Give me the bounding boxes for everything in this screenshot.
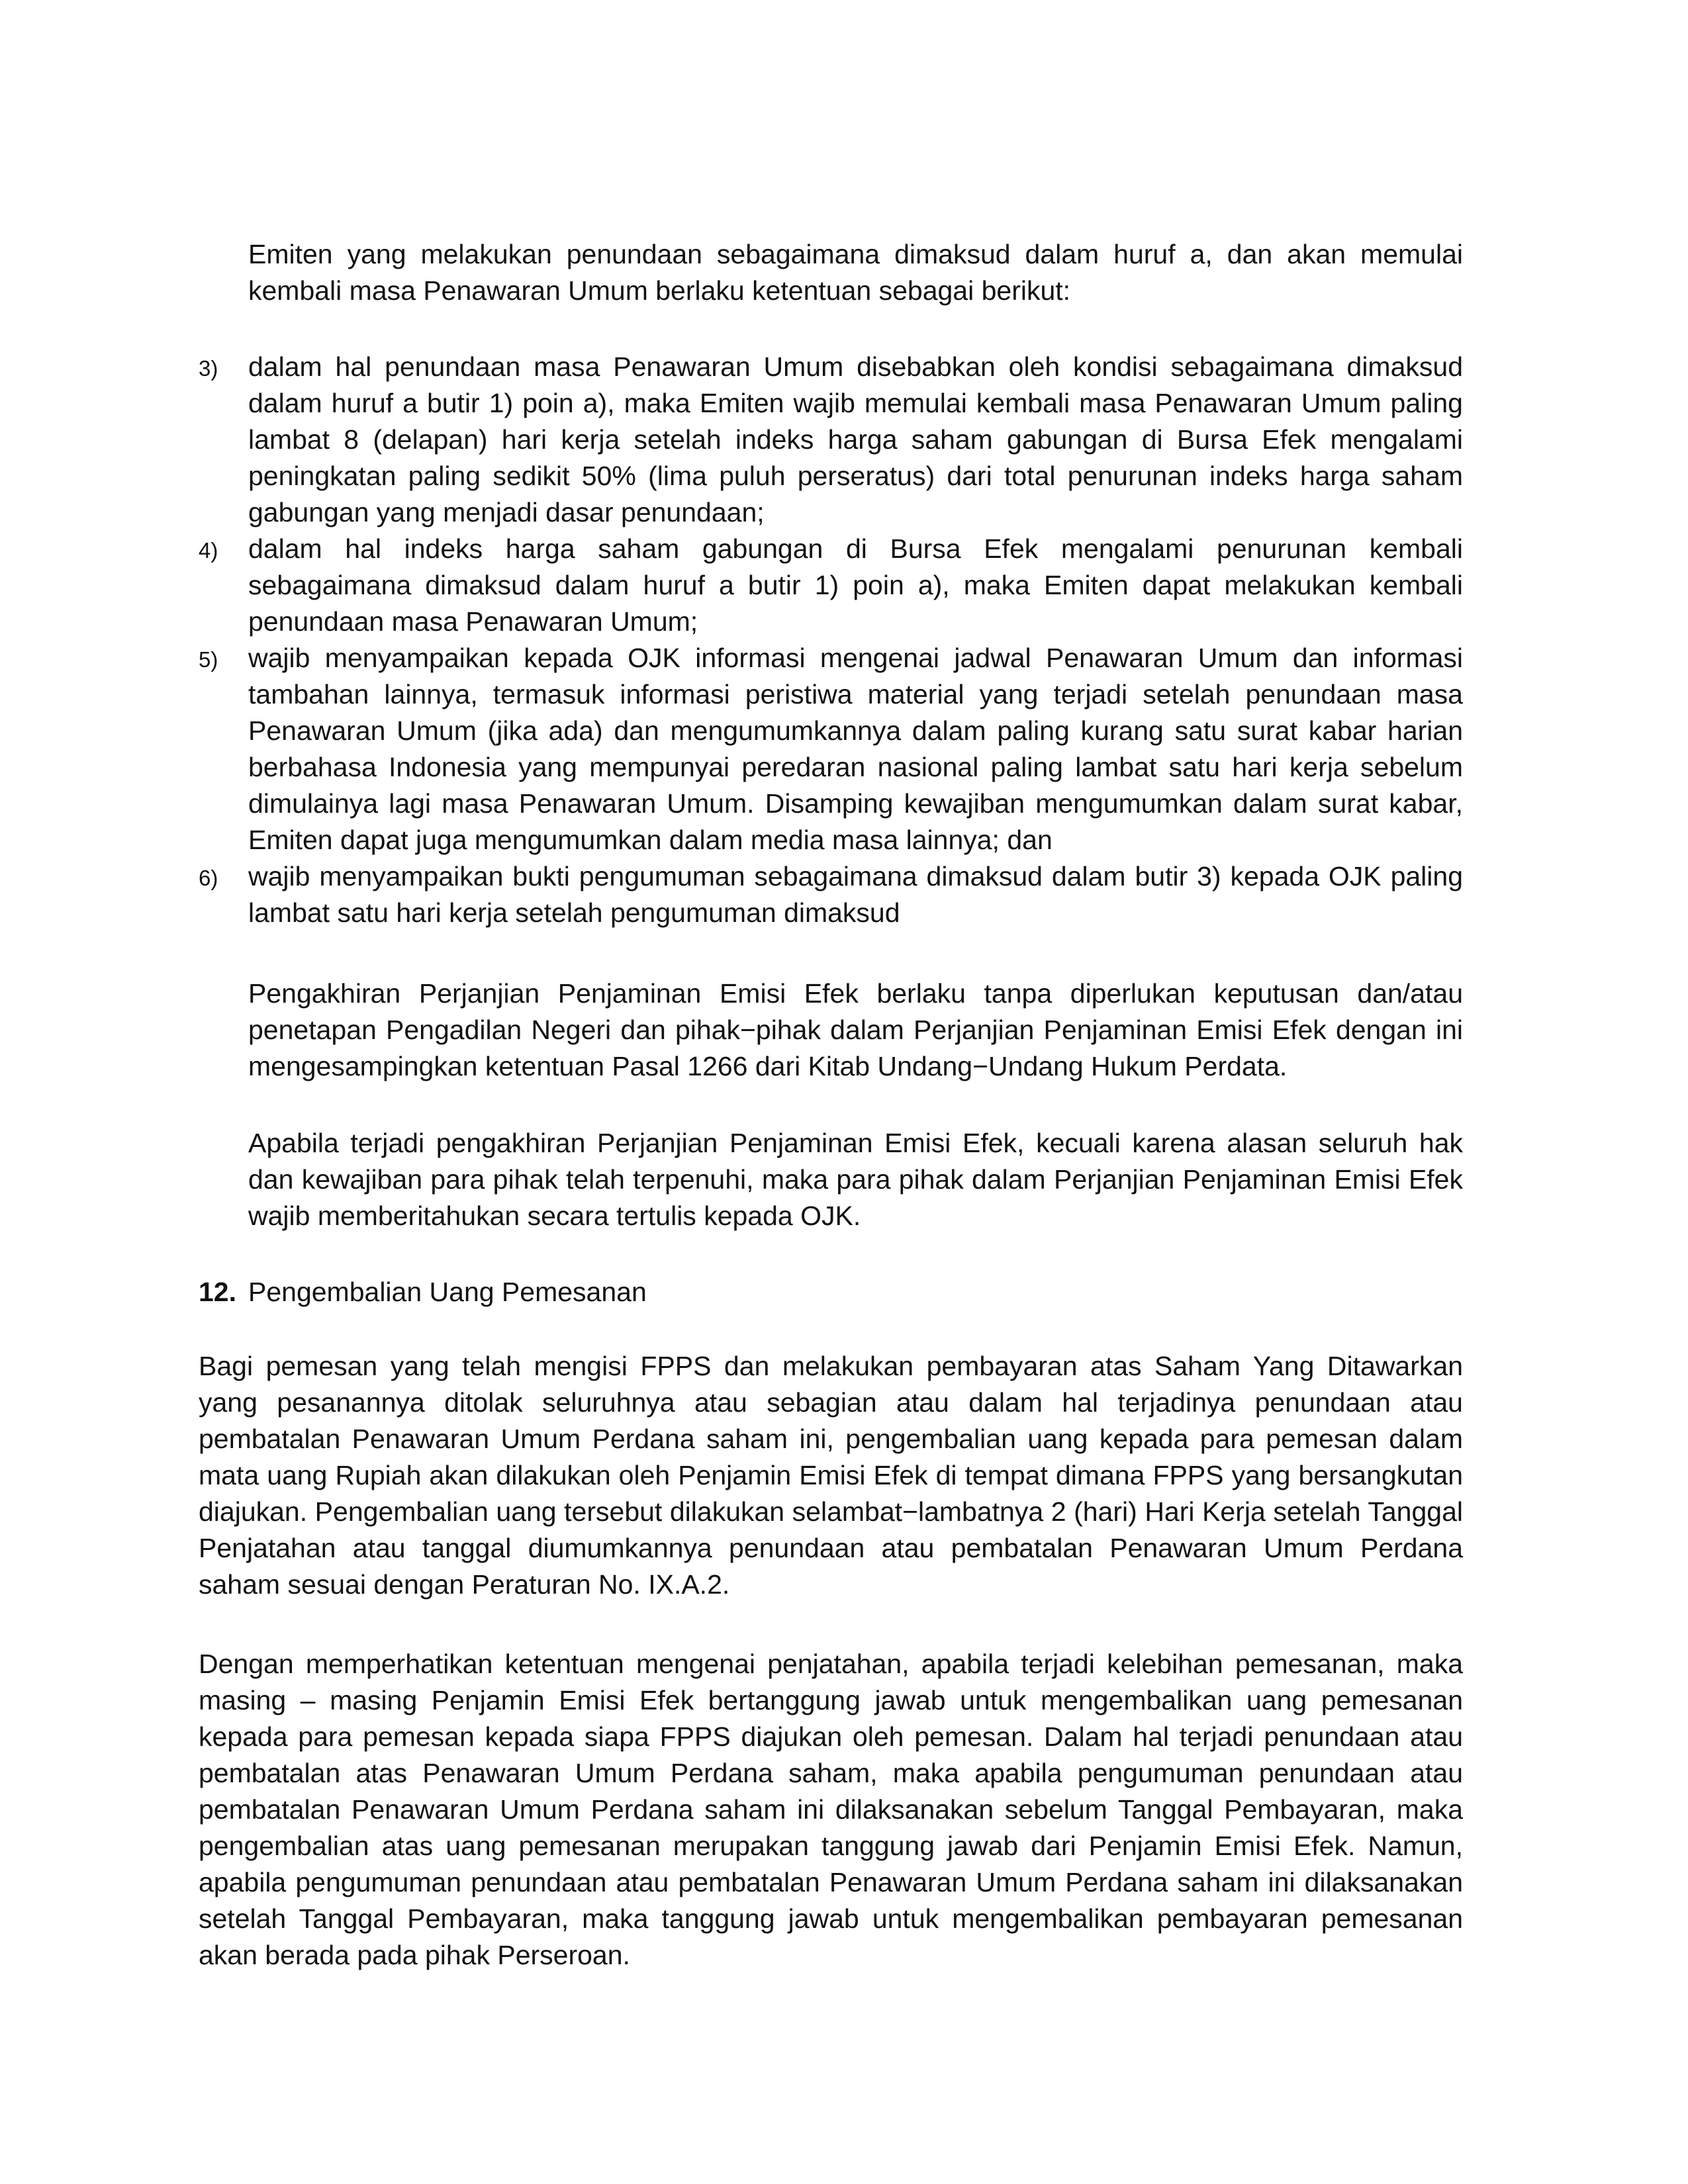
list-marker: 6) (199, 866, 218, 890)
list-marker: 4) (199, 538, 218, 563)
list-item (199, 858, 1463, 931)
list-item-text: wajib menyampaikan bukti pengumuman sebagaimana dimaksud dalam butir 3) kepada OJK paling lambat satu hari kerja setelah pengumuman dimaksud (248, 861, 1463, 928)
list-item (199, 349, 1463, 531)
termination-text: Pengakhiran Perjanjian Penjaminan Emisi Efek berlaku tanpa diperlukan keputusan dan/atau penetapan Pengadilan Negeri dan pihak−pihak dalam Perjanjian Penjaminan Emisi Efek dengan ini mengesampingkan ketentuan Pasal 1266 dari Kitab Undang−Undang Hukum Perdata. (248, 978, 1463, 1081)
list-item-text: dalam hal indeks harga saham gabungan di Bursa Efek mengalami penurunan kembali sebagaimana dimaksud dalam huruf a butir 1) poin a), maka Emiten dapat melakukan kembali penundaan masa Penawaran Umum; (248, 533, 1463, 637)
refund-text-1: Bagi pemesan yang telah mengisi FPPS dan melakukan pembayaran atas Saham Yang Ditawarkan yang pesanannya ditolak seluruhnya atau sebagian atau dalam hal terjadinya penundaan atau pembatalan Penawaran Umum Perdana saham ini, pengembalian uang kepada para pemesan dalam mata uang Rupiah akan dilakukan oleh Penjamin Emisi Efek di tempat dimana FPPS yang bersangkutan diajukan. Pengembalian uang tersebut dilakukan selambat−lambatnya 2 (hari) Hari Kerja setelah Tanggal Penjatahan atau tanggal diumumkannya penundaan atau pembatalan Penawaran Umum Perdana saham sesuai dengan Peraturan No. IX.A.2. (199, 1351, 1463, 1600)
list-item-text: dalam hal penundaan masa Penawaran Umum disebabkan oleh kondisi sebagaimana dimaksud dalam huruf a butir 1) poin a), maka Emiten wajib memulai kembali masa Penawaran Umum paling lambat 8 (delapan) hari kerja setelah indeks harga saham gabungan di Bursa Efek mengalami peningkatan paling sedikit 50% (lima puluh perseratus) dari total penurunan indeks harga saham gabungan yang menjadi dasar penundaan; (248, 351, 1463, 527)
list-marker: 3) (199, 356, 218, 381)
refund-paragraph-2 (199, 1646, 1463, 1974)
list-item-text: wajib menyampaikan kepada OJK informasi mengenai jadwal Penawaran Umum dan informasi tambahan lainnya, termasuk informasi peristiwa material yang terjadi setelah penundaan masa Penawaran Umum (jika ada) dan mengumumkannya dalam paling kurang satu surat kabar harian berbahasa Indonesia yang mempunyai peredaran nasional paling lambat satu hari kerja sebelum dimulainya lagi masa Penawaran Umum. Disamping kewajiban mengumumkan dalam surat kabar, Emiten dapat juga mengumumkan dalam media masa lainnya; dan (248, 643, 1463, 855)
intro-text: Emiten yang melakukan penundaan sebagaimana dimaksud dalam huruf a, dan akan memulai kembali masa Penawaran Umum berlaku ketentuan sebagai berikut: (248, 239, 1463, 306)
intro-paragraph (248, 236, 1463, 309)
refund-text-2: Dengan memperhatikan ketentuan mengenai penjatahan, apabila terjadi kelebihan pemesanan, maka masing – masing Penjamin Emisi Efek bertanggung jawab untuk mengembalikan uang pemesanan kepada para pemesan kepada siapa FPPS diajukan oleh pemesan. Dalam hal terjadi penundaan atau pembatalan atas Penawaran Umum Perdana saham, maka apabila pengumuman penundaan atau pembatalan Penawaran Umum Perdana saham ini dilaksanakan sebelum Tanggal Pembayaran, maka pengembalian atas uang pemesanan merupakan tanggung jawab dari Penjamin Emisi Efek. Namun, apabila pengumuman penundaan atau pembatalan Penawaran Umum Perdana saham ini dilaksanakan setelah Tanggal Pembayaran, maka tanggung jawab untuk mengembalikan pembayaran pemesanan akan berada pada pihak Perseroan. (199, 1649, 1463, 1970)
refund-paragraph-1 (199, 1348, 1463, 1603)
section-number: 12. (199, 1277, 236, 1307)
numbered-list (199, 349, 1463, 931)
section-title: Pengembalian Uang Pemesanan (248, 1277, 647, 1307)
termination-paragraph (248, 976, 1463, 1085)
notify-text: Apabila terjadi pengakhiran Perjanjian Penjaminan Emisi Efek, kecuali karena alasan seluruh hak dan kewajiban para pihak telah terpenuhi, maka para pihak dalam Perjanjian Penjaminan Emisi Efek wajib memberitahukan secara tertulis kepada OJK. (248, 1128, 1463, 1231)
notify-paragraph (248, 1125, 1463, 1234)
list-marker: 5) (199, 647, 218, 672)
list-item (199, 640, 1463, 858)
list-item (199, 531, 1463, 640)
